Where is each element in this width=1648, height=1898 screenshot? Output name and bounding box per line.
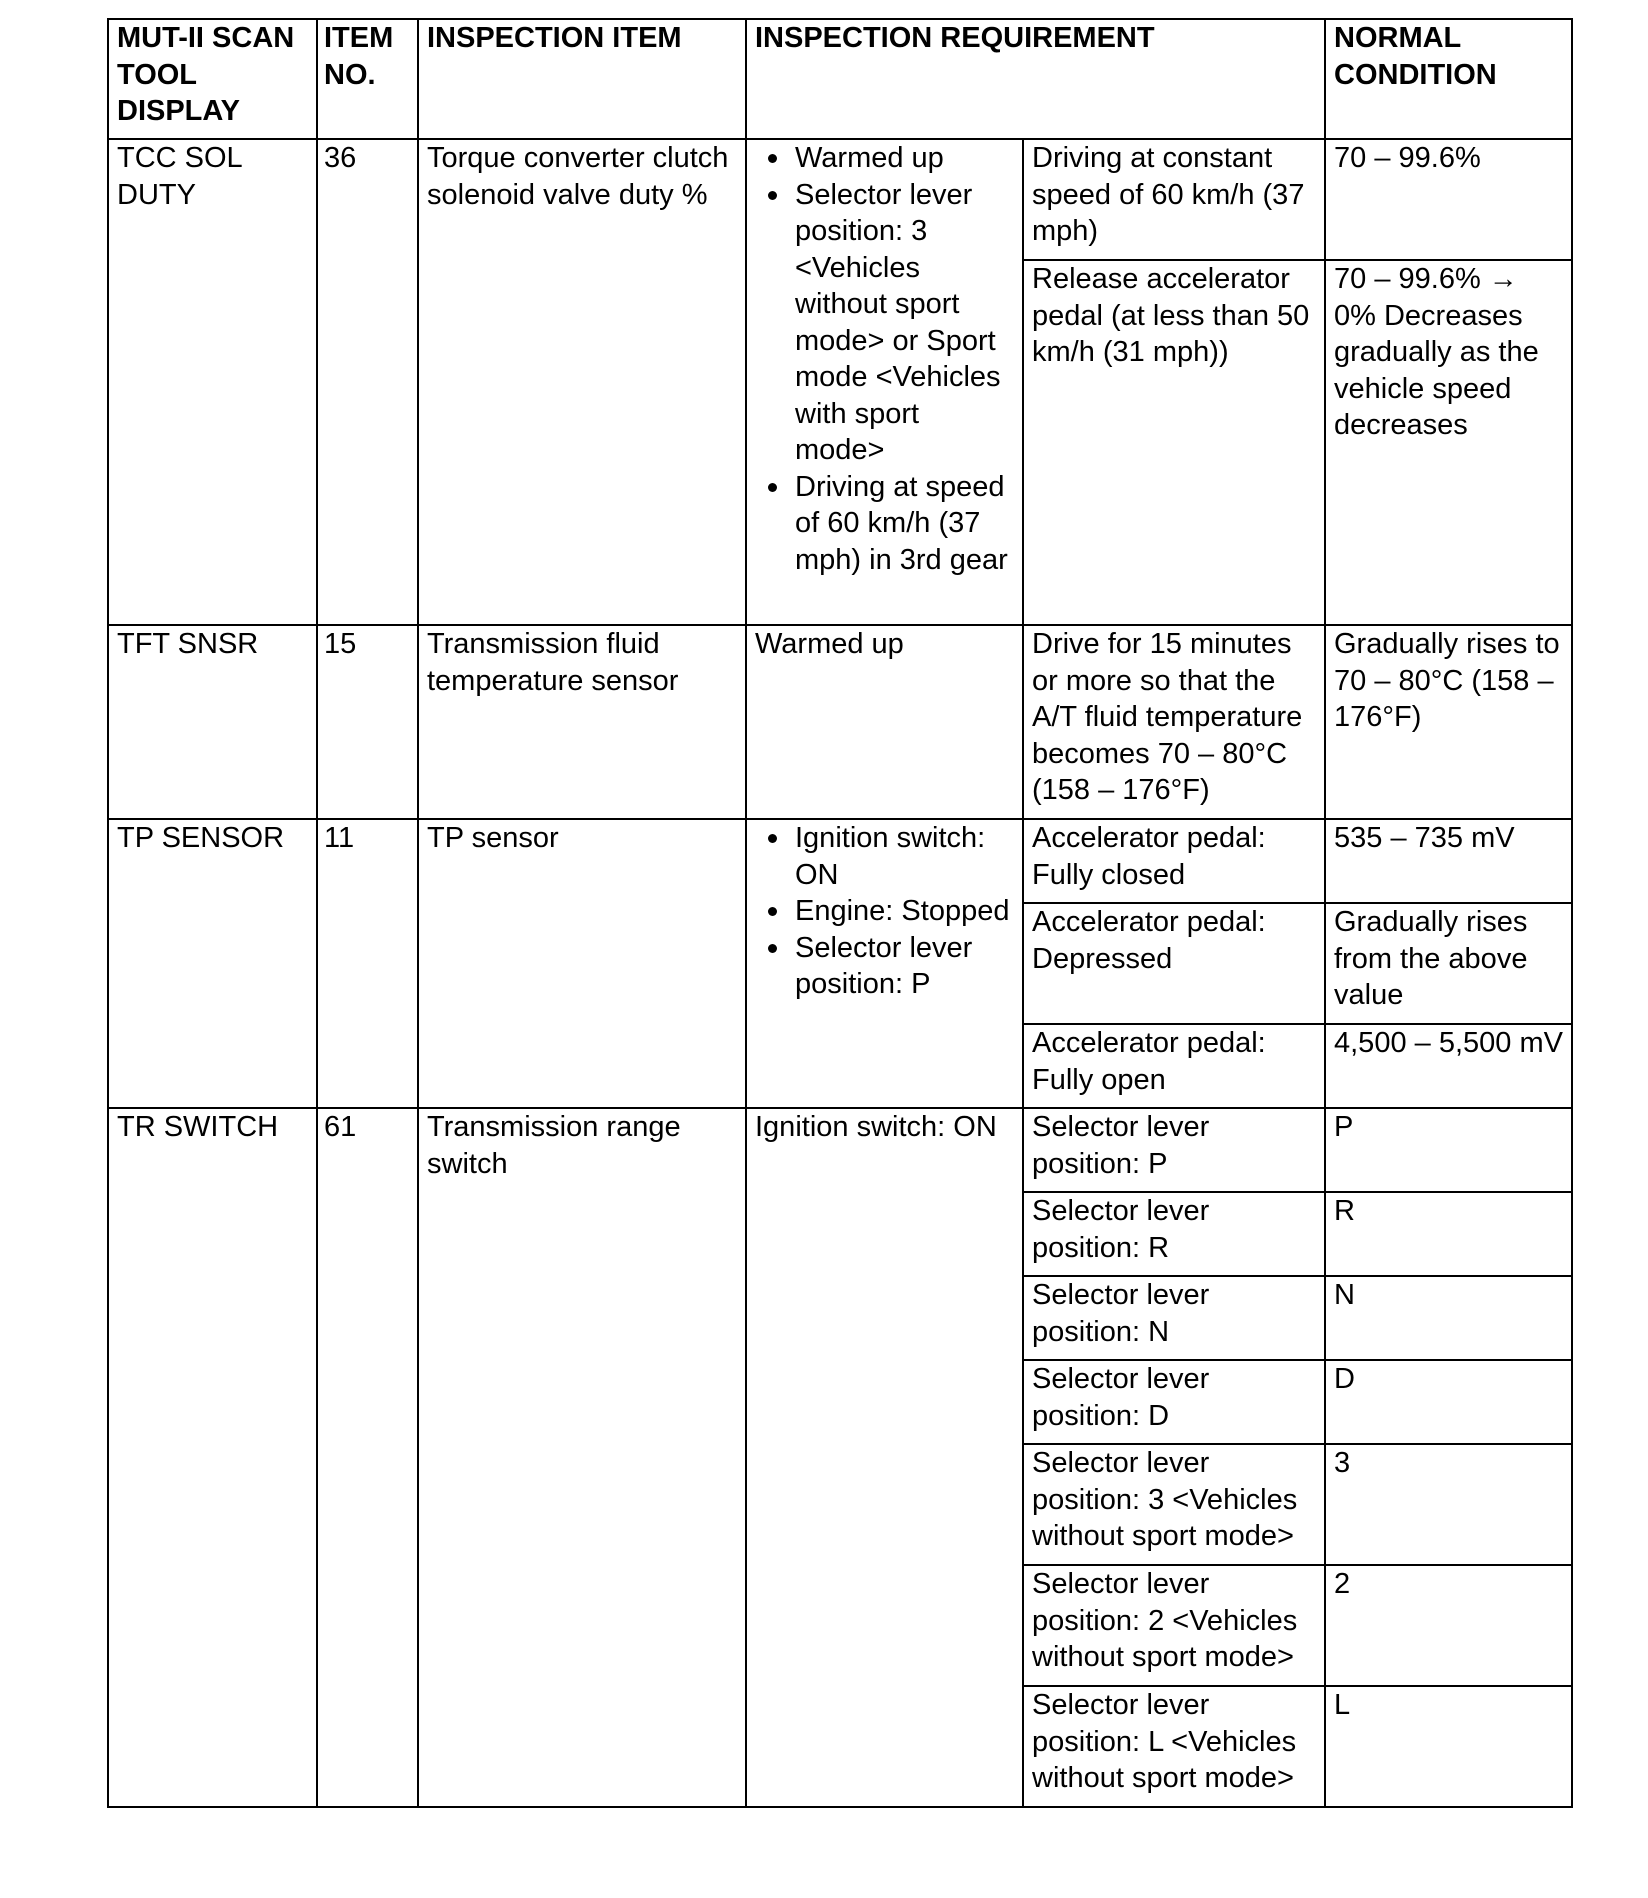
list-item: Selector lever position: P bbox=[795, 930, 1014, 1003]
list-item: Engine: Stopped bbox=[795, 893, 1014, 930]
header-inspection-item: INSPECTION ITEM bbox=[418, 19, 746, 139]
tr-condition-6: Selector lever position: 2 <Vehicles without sport mode> bbox=[1023, 1565, 1325, 1686]
tp-condition-2: Accelerator pedal: Depressed bbox=[1023, 903, 1325, 1024]
list-item: Driving at speed of 60 km/h (37 mph) in 3rd gear bbox=[795, 469, 1014, 579]
header-display: MUT-II SCAN TOOL DISPLAY bbox=[108, 19, 317, 139]
tcc-requirement-list bbox=[755, 140, 1014, 578]
tp-normal-1: 535 – 735 mV bbox=[1325, 819, 1572, 903]
tr-condition-5: Selector lever position: 3 <Vehicles without sport mode> bbox=[1023, 1444, 1325, 1565]
tr-requirement: Ignition switch: ON bbox=[746, 1108, 1023, 1807]
header-item-no: ITEM NO. bbox=[317, 19, 418, 139]
tp-condition-3: Accelerator pedal: Fully open bbox=[1023, 1024, 1325, 1108]
list-item: Ignition switch: ON bbox=[795, 820, 1014, 893]
tr-condition-2: Selector lever position: R bbox=[1023, 1192, 1325, 1276]
header-inspection-requirement: INSPECTION REQUIREMENT bbox=[746, 19, 1325, 139]
tr-normal-3: N bbox=[1325, 1276, 1572, 1360]
tr-display: TR SWITCH bbox=[108, 1108, 317, 1807]
tp-requirement-list bbox=[755, 820, 1014, 1003]
tr-condition-7: Selector lever position: L <Vehicles without sport mode> bbox=[1023, 1686, 1325, 1807]
tft-item-no: 15 bbox=[317, 625, 418, 819]
tr-condition-1: Selector lever position: P bbox=[1023, 1108, 1325, 1192]
tcc-item-no: 36 bbox=[317, 139, 418, 625]
tcc-display: TCC SOL DUTY bbox=[108, 139, 317, 625]
tcc-normal-1: 70 – 99.6% bbox=[1325, 139, 1572, 260]
tft-inspection-item: Transmission fluid temperature sensor bbox=[418, 625, 746, 819]
table-row bbox=[108, 819, 1572, 903]
tr-inspection-item: Transmission range switch bbox=[418, 1108, 746, 1807]
tr-normal-1: P bbox=[1325, 1108, 1572, 1192]
header-normal-condition: NORMAL CONDITION bbox=[1325, 19, 1572, 139]
tcc-inspection-item: Torque converter clutch solenoid valve duty % bbox=[418, 139, 746, 625]
list-item: Selector lever position: 3 <Vehicles without sport mode> or Sport mode <Vehicles with sport mode> bbox=[795, 177, 1014, 469]
tft-display: TFT SNSR bbox=[108, 625, 317, 819]
tp-normal-2: Gradually rises from the above value bbox=[1325, 903, 1572, 1024]
tp-item-no: 11 bbox=[317, 819, 418, 1108]
tp-condition-1: Accelerator pedal: Fully closed bbox=[1023, 819, 1325, 903]
tr-normal-4: D bbox=[1325, 1360, 1572, 1444]
tr-normal-6: 2 bbox=[1325, 1565, 1572, 1686]
tcc-requirement bbox=[746, 139, 1023, 625]
tcc-normal-2: 70 – 99.6% → 0% Decreases gradually as the vehicle speed decreases bbox=[1325, 260, 1572, 625]
tp-inspection-item: TP sensor bbox=[418, 819, 746, 1108]
table-row bbox=[108, 1108, 1572, 1192]
tft-normal: Gradually rises to 70 – 80°C (158 – 176°F) bbox=[1325, 625, 1572, 819]
tr-item-no: 61 bbox=[317, 1108, 418, 1807]
tr-normal-7: L bbox=[1325, 1686, 1572, 1807]
tp-normal-3: 4,500 – 5,500 mV bbox=[1325, 1024, 1572, 1108]
tr-condition-4: Selector lever position: D bbox=[1023, 1360, 1325, 1444]
header-row bbox=[108, 19, 1572, 139]
tp-display: TP SENSOR bbox=[108, 819, 317, 1108]
tcc-condition-1: Driving at constant speed of 60 km/h (37 mph) bbox=[1023, 139, 1325, 260]
tft-condition: Drive for 15 minutes or more so that the A/T fluid temperature becomes 70 – 80°C (158 – 176°F) bbox=[1023, 625, 1325, 819]
tr-normal-2: R bbox=[1325, 1192, 1572, 1276]
tp-requirement bbox=[746, 819, 1023, 1108]
tr-normal-5: 3 bbox=[1325, 1444, 1572, 1565]
table-row bbox=[108, 625, 1572, 819]
tr-condition-3: Selector lever position: N bbox=[1023, 1276, 1325, 1360]
tft-requirement: Warmed up bbox=[746, 625, 1023, 819]
table-row bbox=[108, 139, 1572, 260]
inspection-table bbox=[107, 18, 1573, 1808]
tcc-condition-2: Release accelerator pedal (at less than 50 km/h (31 mph)) bbox=[1023, 260, 1325, 625]
list-item: Warmed up bbox=[795, 140, 1014, 177]
